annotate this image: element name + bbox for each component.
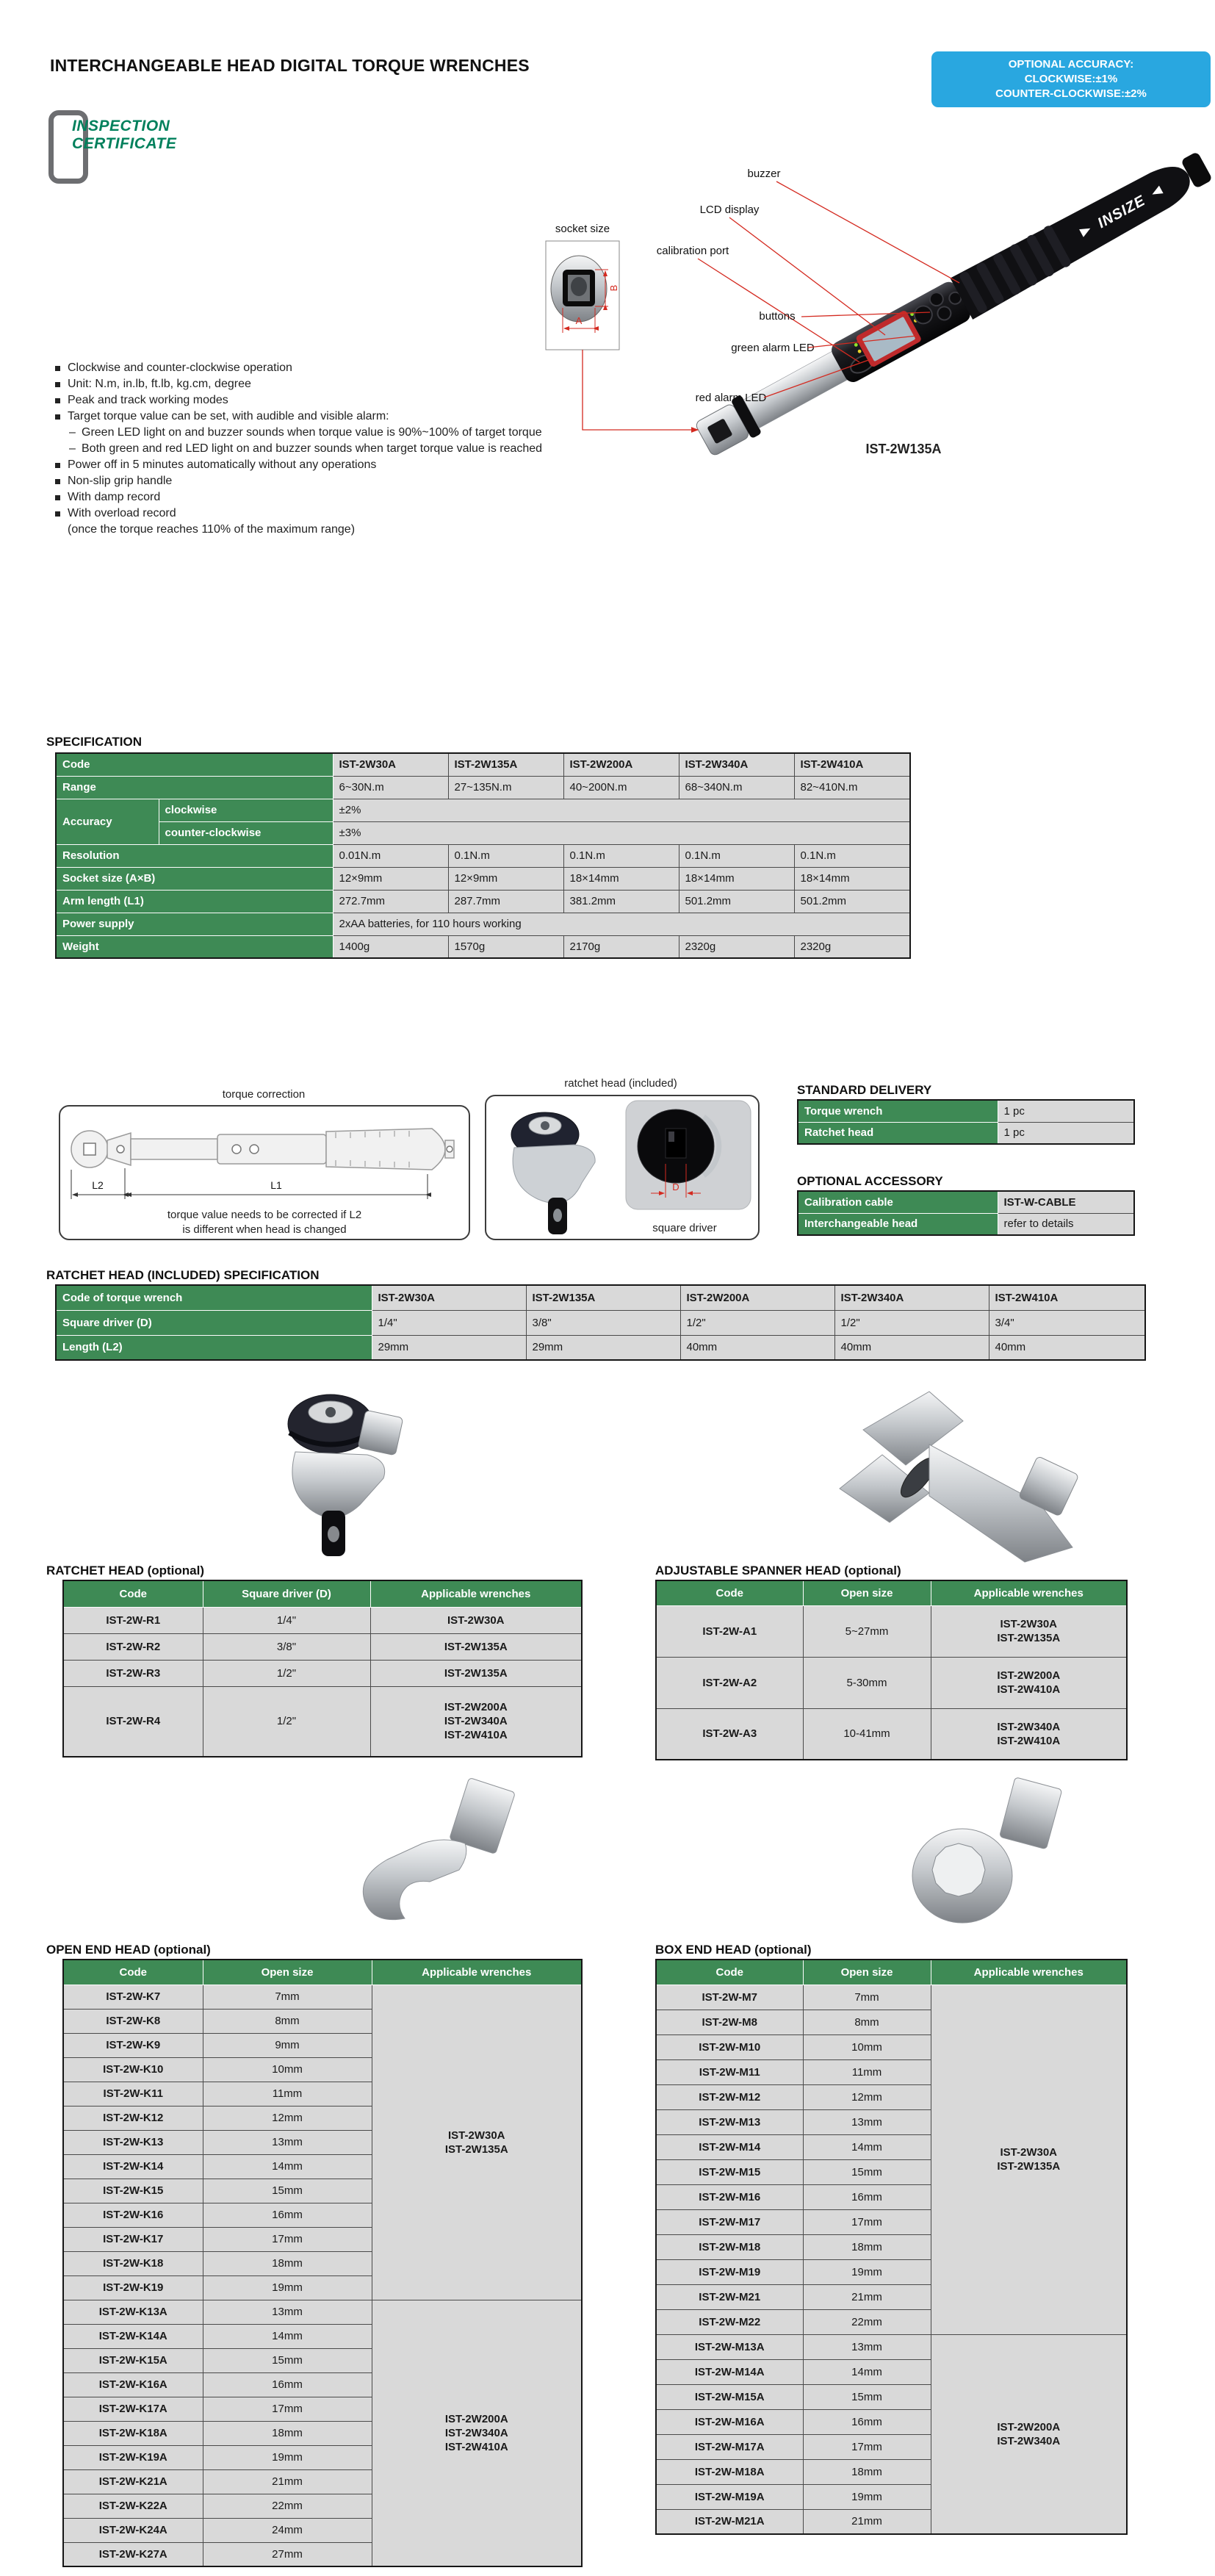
data-cell: IST-2W135A [370, 1660, 582, 1686]
feature-item: With overload record [51, 506, 566, 522]
data-cell: IST-2W-M22 [656, 2309, 803, 2334]
table-row [656, 2334, 1127, 2359]
row-label-cell: Weight [56, 935, 333, 958]
data-cell: 12mm [203, 2106, 372, 2130]
data-cell: 12mm [803, 2084, 931, 2109]
data-cell: 29mm [372, 1335, 526, 1360]
specification-table [55, 752, 911, 959]
buzzer-label: buzzer [747, 168, 781, 180]
data-cell: 1/2" [834, 1310, 989, 1335]
data-cell: 8mm [203, 2009, 372, 2033]
table-row [56, 821, 910, 844]
data-cell: 15mm [803, 2159, 931, 2184]
data-cell: 13mm [203, 2130, 372, 2154]
data-cell: 5~27mm [803, 1605, 931, 1657]
data-cell: IST-2W-K7 [63, 1985, 203, 2009]
column-header: Code [63, 1960, 203, 1985]
data-cell: 18mm [803, 2234, 931, 2259]
data-cell: 17mm [803, 2434, 931, 2459]
data-cell: 10mm [803, 2034, 931, 2059]
data-cell: IST-2W200A IST-2W340A IST-2W410A [370, 1686, 582, 1757]
table-row [798, 1191, 1134, 1213]
data-cell: IST-2W-K16 [63, 2203, 203, 2227]
data-cell: IST-2W-K18A [63, 2421, 203, 2445]
data-cell: IST-2W-K13A [63, 2300, 203, 2324]
optional-accessory-table [797, 1190, 1135, 1236]
table-row [656, 1985, 1127, 2010]
data-cell: IST-2W-K8 [63, 2009, 203, 2033]
table-row [56, 1310, 1145, 1335]
column-header: Open size [203, 1960, 372, 1985]
open-end-table [62, 1959, 583, 2567]
ratchet-included-figure [486, 1096, 758, 1239]
column-header: Square driver (D) [203, 1580, 370, 1607]
table-row [56, 1335, 1145, 1360]
torque-correction-title: torque correction [222, 1088, 306, 1101]
data-cell: 27mm [203, 2542, 372, 2566]
section-heading-ratchet-optional: RATCHET HEAD (optional) [46, 1564, 204, 1577]
data-cell: IST-2W-K24A [63, 2518, 203, 2542]
ratchet-included-box [485, 1095, 760, 1240]
data-cell: 287.7mm [448, 890, 563, 913]
data-cell: 82~410N.m [794, 776, 910, 799]
feature-item: Target torque value can be set, with audible and visible alarm: [51, 409, 566, 425]
data-cell: 16mm [203, 2203, 372, 2227]
data-cell: 9mm [203, 2033, 372, 2057]
lcd-label: LCD display [699, 204, 760, 216]
data-cell: IST-2W410A [794, 753, 910, 776]
feature-note: (once the torque reaches 110% of the maximum range) [68, 523, 356, 536]
ratchet-included-spec-table [55, 1284, 1146, 1361]
data-cell: 2xAA batteries, for 110 hours working [333, 913, 910, 935]
cert-line: INSPECTION [72, 118, 170, 134]
torque-correction-caption: is different when head is changed [182, 1223, 347, 1236]
data-cell: 40~200N.m [563, 776, 679, 799]
data-cell: IST-2W-M21 [656, 2284, 803, 2309]
data-cell: IST-2W-K21A [63, 2469, 203, 2494]
feature-item: Clockwise and counter-clockwise operation [51, 360, 566, 376]
data-cell: 501.2mm [794, 890, 910, 913]
data-cell: 1/2" [680, 1310, 834, 1335]
data-cell: IST-2W-A2 [656, 1657, 803, 1708]
data-cell: 24mm [203, 2518, 372, 2542]
badge-line: CLOCKWISE:±1% [1024, 73, 1118, 85]
data-cell: 6~30N.m [333, 776, 448, 799]
data-cell: IST-2W135A [370, 1633, 582, 1660]
data-cell: 501.2mm [679, 890, 794, 913]
data-cell: IST-2W-K15A [63, 2348, 203, 2372]
torque-wrench-photo [693, 145, 1215, 461]
feature-subitem: – Green LED light on and buzzer sounds when torque value is 90%~100% of target torque [51, 425, 566, 441]
section-heading-box-end: BOX END HEAD (optional) [655, 1943, 812, 1957]
data-cell: IST-2W-M15 [656, 2159, 803, 2184]
dim-a-label: A [575, 315, 583, 326]
data-cell: IST-2W-M14A [656, 2359, 803, 2384]
data-cell: IST-2W-A3 [656, 1708, 803, 1760]
data-cell: IST-2W200A [680, 1285, 834, 1310]
column-header: Applicable wrenches [370, 1580, 582, 1607]
data-cell: 22mm [803, 2309, 931, 2334]
data-cell: 3/8" [526, 1310, 680, 1335]
dim-b-label: B [608, 284, 619, 292]
green-alarm-led-label: green alarm LED [731, 342, 815, 354]
data-cell: IST-2W-M13A [656, 2334, 803, 2359]
table-row [63, 1633, 582, 1660]
table-row [56, 935, 910, 958]
data-cell: 3/4" [989, 1310, 1145, 1335]
data-cell: IST-2W-M13 [656, 2109, 803, 2134]
data-cell: IST-2W-M17A [656, 2434, 803, 2459]
table-row [63, 1660, 582, 1686]
row-label-cell: Power supply [56, 913, 333, 935]
table-row [56, 1285, 1145, 1310]
square-driver-label: square driver [652, 1222, 717, 1234]
badge-line: OPTIONAL ACCURACY: [1008, 58, 1134, 71]
table-row [798, 1122, 1134, 1144]
data-cell: 21mm [803, 2509, 931, 2534]
data-cell: IST-2W-M16 [656, 2184, 803, 2209]
data-cell: IST-2W30A IST-2W135A [931, 1985, 1127, 2334]
data-cell: 0.01N.m [333, 844, 448, 867]
dim-l1-label: L1 [270, 1179, 282, 1191]
data-cell: 2320g [794, 935, 910, 958]
row-label-cell: Resolution [56, 844, 333, 867]
table-row [656, 1657, 1127, 1708]
data-cell: 27~135N.m [448, 776, 563, 799]
data-cell: IST-2W-M8 [656, 2010, 803, 2034]
data-cell: IST-2W-M19A [656, 2484, 803, 2509]
data-cell: IST-W-CABLE [998, 1191, 1134, 1213]
data-cell: 1/2" [203, 1686, 370, 1757]
data-cell: 1/4" [372, 1310, 526, 1335]
data-cell: 7mm [203, 1985, 372, 2009]
column-header: Open size [803, 1580, 931, 1605]
data-cell: 14mm [203, 2324, 372, 2348]
data-cell: IST-2W-K11 [63, 2082, 203, 2106]
data-cell: IST-2W-K14A [63, 2324, 203, 2348]
data-cell: IST-2W-R2 [63, 1633, 203, 1660]
table-row [63, 1607, 582, 1633]
table-row [56, 913, 910, 935]
data-cell: 17mm [203, 2397, 372, 2421]
red-alarm-led-label: red alarm LED [695, 392, 767, 404]
data-cell: IST-2W-R1 [63, 1607, 203, 1633]
data-cell: IST-2W-M14 [656, 2134, 803, 2159]
data-cell: refer to details [998, 1213, 1134, 1235]
data-cell: 29mm [526, 1335, 680, 1360]
data-cell: 40mm [834, 1335, 989, 1360]
data-cell: 40mm [989, 1335, 1145, 1360]
row-label-cell: Code of torque wrench [56, 1285, 372, 1310]
data-cell: 13mm [803, 2109, 931, 2134]
feature-item: Peak and track working modes [51, 392, 566, 409]
data-cell: IST-2W-M19 [656, 2259, 803, 2284]
table-row [56, 753, 910, 776]
table-row [656, 1708, 1127, 1760]
table-row [56, 799, 910, 821]
section-heading-specification: SPECIFICATION [46, 735, 143, 749]
data-cell: 0.1N.m [448, 844, 563, 867]
row-label-cell: Code [56, 753, 333, 776]
section-heading-included-spec: RATCHET HEAD (INCLUDED) SPECIFICATION [46, 1268, 320, 1282]
data-cell: 21mm [803, 2284, 931, 2309]
data-cell: IST-2W-R4 [63, 1686, 203, 1757]
data-cell: 16mm [803, 2184, 931, 2209]
data-cell: 18mm [203, 2421, 372, 2445]
data-cell: 1400g [333, 935, 448, 958]
box-end-table [655, 1959, 1128, 2535]
data-cell: IST-2W-M12 [656, 2084, 803, 2109]
data-cell: ±2% [333, 799, 910, 821]
buttons-label: buttons [759, 310, 796, 323]
section-heading-open-end: OPEN END HEAD (optional) [46, 1943, 211, 1957]
data-cell: IST-2W30A IST-2W135A [372, 1985, 582, 2300]
data-cell: 17mm [803, 2209, 931, 2234]
data-cell: IST-2W-M18A [656, 2459, 803, 2484]
data-cell: IST-2W-K17 [63, 2227, 203, 2251]
data-cell: 16mm [203, 2372, 372, 2397]
column-header: Open size [803, 1960, 931, 1985]
data-cell: 12×9mm [333, 867, 448, 890]
data-cell: 10-41mm [803, 1708, 931, 1760]
data-cell: IST-2W-K27A [63, 2542, 203, 2566]
data-cell: IST-2W-M7 [656, 1985, 803, 2010]
data-cell: 19mm [203, 2275, 372, 2300]
section-heading-spanner-optional: ADJUSTABLE SPANNER HEAD (optional) [655, 1564, 901, 1577]
product-figure [514, 136, 1215, 474]
data-cell: 19mm [803, 2484, 931, 2509]
data-cell: IST-2W-K14 [63, 2154, 203, 2179]
dim-l2-label: L2 [92, 1179, 104, 1191]
column-header: Applicable wrenches [931, 1580, 1127, 1605]
table-row [56, 867, 910, 890]
data-cell: 19mm [203, 2445, 372, 2469]
row-label-cell: clockwise [159, 799, 333, 821]
row-label-cell: Range [56, 776, 333, 799]
data-cell: 11mm [203, 2082, 372, 2106]
data-cell: 21mm [203, 2469, 372, 2494]
data-cell: IST-2W340A [834, 1285, 989, 1310]
data-cell: 0.1N.m [679, 844, 794, 867]
data-cell: IST-2W200A [563, 753, 679, 776]
data-cell: 2320g [679, 935, 794, 958]
table-row [798, 1213, 1134, 1235]
data-cell: 18mm [803, 2459, 931, 2484]
data-cell: IST-2W340A [679, 753, 794, 776]
torque-correction-box [59, 1105, 470, 1240]
data-cell: IST-2W-M15A [656, 2384, 803, 2409]
data-cell: IST-2W-K9 [63, 2033, 203, 2057]
table-row [798, 1100, 1134, 1122]
data-cell: 18×14mm [794, 867, 910, 890]
data-cell: 16mm [803, 2409, 931, 2434]
data-cell: IST-2W-M18 [656, 2234, 803, 2259]
data-cell: ±3% [333, 821, 910, 844]
data-cell: 15mm [203, 2179, 372, 2203]
torque-correction-caption: torque value needs to be corrected if L2 [167, 1209, 362, 1221]
box-end-head-photo [885, 1773, 1084, 1938]
data-cell: IST-2W340A IST-2W410A [931, 1708, 1127, 1760]
data-cell: IST-2W-K13 [63, 2130, 203, 2154]
feature-item: Power off in 5 minutes automatically without any operations [51, 457, 566, 473]
page-title: INTERCHANGEABLE HEAD DIGITAL TORQUE WRENCHES [50, 56, 530, 75]
table-row [656, 1580, 1127, 1605]
data-cell: IST-2W410A [989, 1285, 1145, 1310]
row-label-cell: Arm length (L1) [56, 890, 333, 913]
torque-correction-diagram [60, 1107, 469, 1239]
data-cell: IST-2W-M16A [656, 2409, 803, 2434]
table-row [656, 1960, 1127, 1985]
data-cell: 14mm [803, 2134, 931, 2159]
data-cell: 17mm [203, 2227, 372, 2251]
data-cell: 3/8" [203, 1633, 370, 1660]
data-cell: 381.2mm [563, 890, 679, 913]
table-row [63, 1960, 582, 1985]
data-cell: 7mm [803, 1985, 931, 2010]
spanner-optional-table [655, 1580, 1128, 1760]
data-cell: IST-2W30A [370, 1607, 582, 1633]
column-header: Applicable wrenches [931, 1960, 1127, 1985]
model-caption: IST-2W135A [865, 442, 942, 456]
data-cell: IST-2W200A IST-2W340A IST-2W410A [372, 2300, 582, 2566]
dim-d-label: D [672, 1181, 679, 1192]
standard-delivery-table [797, 1099, 1135, 1145]
data-cell: IST-2W-K10 [63, 2057, 203, 2082]
data-cell: IST-2W-K12 [63, 2106, 203, 2130]
row-label-cell: Accuracy [56, 799, 159, 844]
ratchet-included-title: ratchet head (included) [564, 1077, 677, 1090]
data-cell: 272.7mm [333, 890, 448, 913]
table-row [56, 890, 910, 913]
data-cell: 1/4" [203, 1607, 370, 1633]
data-cell: IST-2W135A [526, 1285, 680, 1310]
column-header: Applicable wrenches [372, 1960, 582, 1985]
data-cell: IST-2W-M11 [656, 2059, 803, 2084]
table-row [63, 1686, 582, 1757]
data-cell: IST-2W135A [448, 753, 563, 776]
data-cell: 11mm [803, 2059, 931, 2084]
column-header: Code [656, 1960, 803, 1985]
data-cell: 22mm [203, 2494, 372, 2518]
ratchet-head-photo [257, 1378, 411, 1564]
data-cell: IST-2W-A1 [656, 1605, 803, 1657]
column-header: Code [63, 1580, 203, 1607]
data-cell: IST-2W-K17A [63, 2397, 203, 2421]
data-cell: 14mm [803, 2359, 931, 2384]
open-end-head-photo [334, 1773, 533, 1938]
data-cell: IST-2W-M10 [656, 2034, 803, 2059]
data-cell: IST-2W-R3 [63, 1660, 203, 1686]
ratchet-optional-table [62, 1580, 583, 1757]
data-cell: IST-2W200A IST-2W410A [931, 1657, 1127, 1708]
socket-inset [546, 241, 698, 430]
data-cell: 14mm [203, 2154, 372, 2179]
data-cell: 18mm [203, 2251, 372, 2275]
section-heading-optional-accessory: OPTIONAL ACCESSORY [797, 1174, 943, 1188]
feature-item: Non-slip grip handle [51, 473, 566, 489]
brand-logo: INSIZE [1095, 192, 1149, 232]
row-label-cell: Square driver (D) [56, 1310, 372, 1335]
data-cell: IST-2W-K19 [63, 2275, 203, 2300]
row-label-cell: Interchangeable head [798, 1213, 998, 1235]
feature-list [51, 360, 566, 538]
table-row [56, 776, 910, 799]
data-cell: 1570g [448, 935, 563, 958]
data-cell: 10mm [203, 2057, 372, 2082]
badge-line: COUNTER-CLOCKWISE:±2% [995, 87, 1147, 100]
data-cell: 19mm [803, 2259, 931, 2284]
feature-subitem: – Both green and red LED light on and buzzer sounds when target torque value is reached [51, 441, 566, 457]
data-cell: IST-2W-M17 [656, 2209, 803, 2234]
feature-item: Unit: N.m, in.lb, ft.lb, kg.cm, degree [51, 376, 566, 392]
data-cell: 40mm [680, 1335, 834, 1360]
table-row [56, 844, 910, 867]
data-cell: 12×9mm [448, 867, 563, 890]
data-cell: IST-2W-M21A [656, 2509, 803, 2534]
data-cell: IST-2W-K16A [63, 2372, 203, 2397]
cert-line: CERTIFICATE [72, 135, 177, 152]
inspection-certificate-logo [72, 118, 176, 153]
data-cell: IST-2W200A IST-2W340A [931, 2334, 1127, 2534]
row-label-cell: Ratchet head [798, 1122, 998, 1144]
data-cell: 68~340N.m [679, 776, 794, 799]
row-label-cell: Calibration cable [798, 1191, 998, 1213]
calibration-port-label: calibration port [656, 245, 729, 257]
data-cell: IST-2W-K18 [63, 2251, 203, 2275]
data-cell: 13mm [203, 2300, 372, 2324]
optional-accuracy-badge [931, 51, 1211, 107]
data-cell: 1 pc [998, 1122, 1134, 1144]
data-cell: 13mm [803, 2334, 931, 2359]
data-cell: 18×14mm [679, 867, 794, 890]
section-heading-standard-delivery: STANDARD DELIVERY [797, 1083, 932, 1097]
data-cell: 1 pc [998, 1100, 1134, 1122]
data-cell: 5-30mm [803, 1657, 931, 1708]
feature-item: With damp record [51, 489, 566, 506]
row-label-cell: Socket size (A×B) [56, 867, 333, 890]
data-cell: 2170g [563, 935, 679, 958]
data-cell: IST-2W-K19A [63, 2445, 203, 2469]
data-cell: 0.1N.m [794, 844, 910, 867]
data-cell: 8mm [803, 2010, 931, 2034]
data-cell: IST-2W-K22A [63, 2494, 203, 2518]
column-header: Code [656, 1580, 803, 1605]
table-row [63, 2300, 582, 2324]
table-row [656, 1605, 1127, 1657]
data-cell: IST-2W30A [333, 753, 448, 776]
adjustable-spanner-photo [819, 1378, 1084, 1564]
data-cell: 15mm [803, 2384, 931, 2409]
row-label-cell: counter-clockwise [159, 821, 333, 844]
table-row [63, 1985, 582, 2009]
row-label-cell: Length (L2) [56, 1335, 372, 1360]
data-cell: IST-2W30A [372, 1285, 526, 1310]
data-cell: IST-2W-K15 [63, 2179, 203, 2203]
data-cell: 15mm [203, 2348, 372, 2372]
data-cell: 18×14mm [563, 867, 679, 890]
row-label-cell: Torque wrench [798, 1100, 998, 1122]
table-row [63, 1580, 582, 1607]
data-cell: IST-2W30A IST-2W135A [931, 1605, 1127, 1657]
socket-size-label: socket size [555, 223, 610, 235]
data-cell: 1/2" [203, 1660, 370, 1686]
data-cell: 0.1N.m [563, 844, 679, 867]
